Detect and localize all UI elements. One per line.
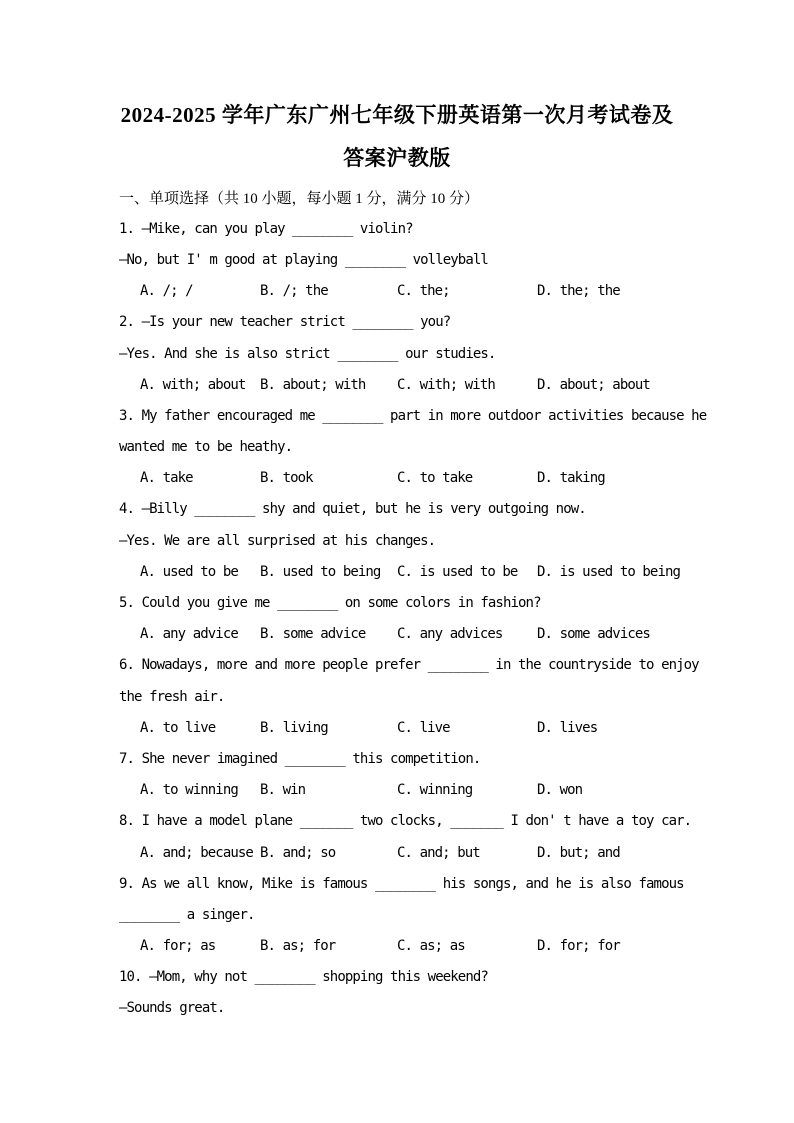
question-4-option-d: D. is used to being <box>537 563 681 580</box>
question-8 <box>0 806 794 868</box>
question-4-line-2: —Yes. We are all surprised at his changes. <box>119 532 436 549</box>
question-2-option-c: C. with; with <box>397 376 495 393</box>
question-3-line-2: wanted me to be heathy. <box>119 439 293 456</box>
question-6 <box>0 650 794 744</box>
question-1 <box>0 213 794 307</box>
question-2-line-2: —Yes. And she is also strict ________ our studies. <box>119 345 496 362</box>
question-10-line-1: 10. —Mom, why not ________ shopping this weekend? <box>119 969 488 986</box>
question-8-line-1: 8. I have a model plane _______ two clocks, _______ I don' t have a toy car. <box>119 813 692 830</box>
question-3-option-a: A. take <box>140 470 193 487</box>
question-8-option-d: D. but; and <box>537 844 620 861</box>
question-4 <box>0 494 794 588</box>
question-1-option-a: A. /; / <box>140 283 193 300</box>
question-9 <box>0 868 794 962</box>
document-title-line-2: 答案沪教版 <box>343 146 451 170</box>
question-7-option-c: C. winning <box>397 782 473 799</box>
question-4-line-1: 4. —Billy ________ shy and quiet, but he is very outgoing now. <box>119 501 586 518</box>
question-2 <box>0 307 794 401</box>
question-5-line-1: 5. Could you give me ________ on some colors in fashion? <box>119 595 541 612</box>
question-4-option-c: C. is used to be <box>397 563 518 580</box>
question-3-line-1: 3. My father encouraged me ________ part in more outdoor activities because he <box>119 407 707 424</box>
question-10-line-2: —Sounds great. <box>119 1000 225 1017</box>
document-title-line-1: 2024-2025 学年广东广州七年级下册英语第一次月考试卷及 <box>120 103 674 127</box>
question-3-option-b: B. took <box>260 470 313 487</box>
question-8-option-a: A. and; because <box>140 844 253 861</box>
question-5-option-b: B. some advice <box>260 626 366 643</box>
question-9-line-1: 9. As we all know, Mike is famous ________ his songs, and he is also famous <box>119 875 684 892</box>
question-1-line-1: 1. —Mike, can you play ________ violin? <box>119 220 413 237</box>
question-6-option-a: A. to live <box>140 719 216 736</box>
question-2-options-row <box>0 369 794 400</box>
question-8-option-c: C. and; but <box>397 844 480 861</box>
question-1-line-2: —No, but I' m good at playing ________ volleyball <box>119 251 488 268</box>
question-5-option-a: A. any advice <box>140 626 238 643</box>
document-title <box>60 94 734 180</box>
document-body <box>0 182 794 1024</box>
question-6-option-d: D. lives <box>537 719 598 736</box>
question-4-options-row <box>0 556 794 587</box>
question-5-option-d: D. some advices <box>537 626 650 643</box>
question-9-option-a: A. for; as <box>140 938 216 955</box>
question-1-options-row <box>0 276 794 307</box>
question-6-option-c: C. live <box>397 719 450 736</box>
question-7-options-row <box>0 775 794 806</box>
question-9-option-b: B. as; for <box>260 938 336 955</box>
question-7-line-1: 7. She never imagined ________ this competition. <box>119 750 481 767</box>
question-8-options-row <box>0 837 794 868</box>
question-3-options-row <box>0 463 794 494</box>
question-9-options-row <box>0 931 794 962</box>
question-2-option-d: D. about; about <box>537 376 650 393</box>
question-4-option-a: A. used to be <box>140 563 238 580</box>
question-7-option-a: A. to winning <box>140 782 238 799</box>
question-9-option-d: D. for; for <box>537 938 620 955</box>
question-4-option-b: B. used to being <box>260 563 381 580</box>
question-2-line-1: 2. —Is your new teacher strict ________ you? <box>119 314 451 331</box>
question-2-option-a: A. with; about <box>140 376 246 393</box>
question-10 <box>0 962 794 1024</box>
question-6-line-1: 6. Nowadays, more and more people prefer ________ in the countryside to enjoy <box>119 657 699 674</box>
question-5-options-row <box>0 619 794 650</box>
question-3-option-d: D. taking <box>537 470 605 487</box>
question-3 <box>0 400 794 494</box>
question-5-option-c: C. any advices <box>397 626 503 643</box>
question-7 <box>0 743 794 805</box>
question-6-option-b: B. living <box>260 719 328 736</box>
question-6-line-2: the fresh air. <box>119 688 225 705</box>
question-8-option-b: B. and; so <box>260 844 336 861</box>
question-1-option-d: D. the; the <box>537 283 620 300</box>
question-9-line-2: ________ a singer. <box>119 906 255 923</box>
question-3-option-c: C. to take <box>397 470 473 487</box>
section-heading: 一、单项选择（共 10 小题，每小题 1 分，满分 10 分） <box>119 191 480 208</box>
question-7-option-b: B. win <box>260 782 306 799</box>
question-7-option-d: D. won <box>537 782 583 799</box>
question-9-option-c: C. as; as <box>397 938 465 955</box>
question-1-option-b: B. /; the <box>260 283 328 300</box>
question-1-option-c: C. the; <box>397 283 450 300</box>
question-2-option-b: B. about; with <box>260 376 366 393</box>
question-5 <box>0 587 794 649</box>
question-6-options-row <box>0 712 794 743</box>
